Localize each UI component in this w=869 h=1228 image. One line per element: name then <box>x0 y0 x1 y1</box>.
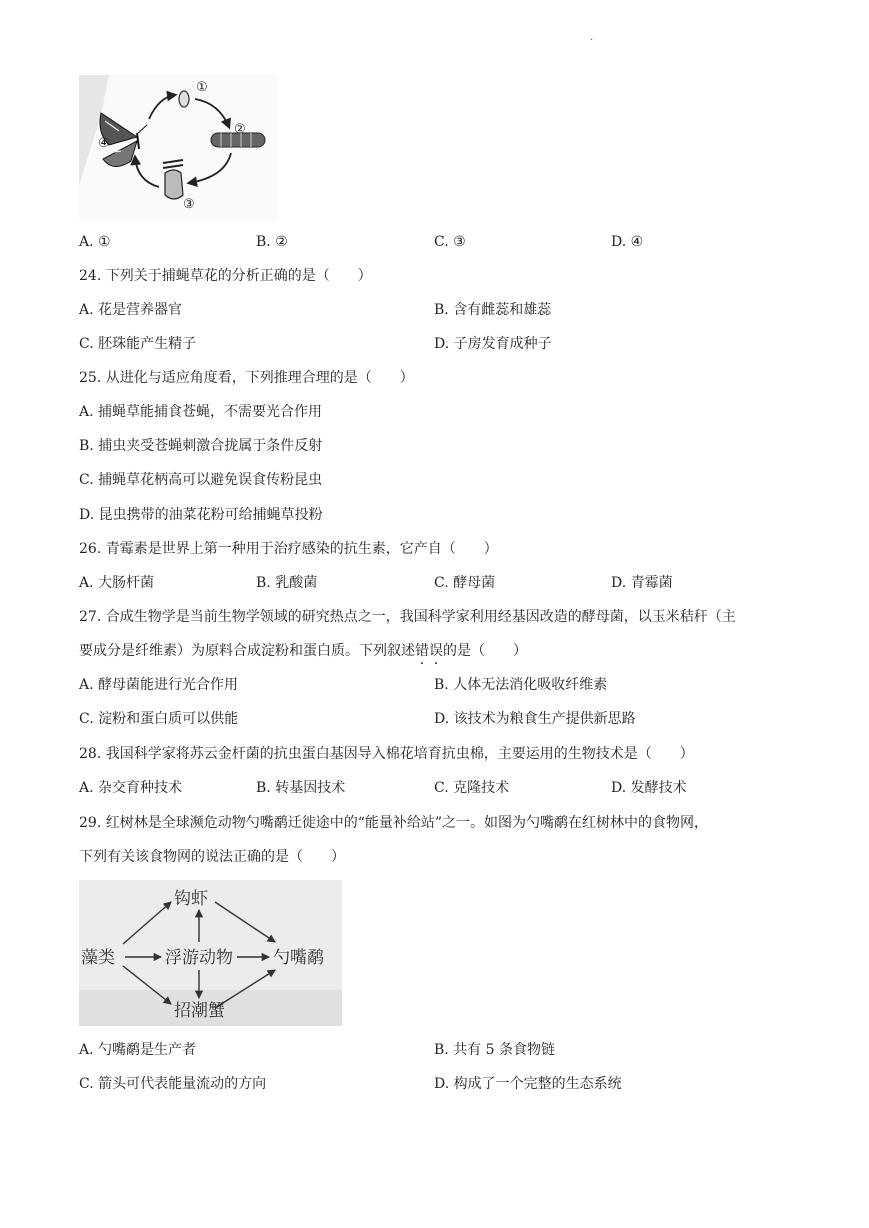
node-crab: 招潮蟹 <box>174 1001 225 1021</box>
q28-option-a: A. 杂交育种技术 <box>79 780 183 796</box>
q29-stem-line1: 29. 红树林是全球濒危动物勺嘴鹬迁徙途中的“能量补给站”之一。如图为勺嘴鹬在红树林中的食物网， <box>79 815 709 831</box>
q23-option-c: C. ③ <box>434 234 466 250</box>
q28-option-d: D. 发酵技术 <box>611 780 687 796</box>
q29-option-b: B. 共有 5 条食物链 <box>434 1042 555 1058</box>
q24-option-d: D. 子房发育成种子 <box>434 336 552 352</box>
q26-option-d: D. 青霉菌 <box>611 575 673 591</box>
q29-option-a: A. 勺嘴鹬是生产者 <box>79 1042 197 1058</box>
q27-option-c: C. 淀粉和蛋白质可以供能 <box>79 711 239 727</box>
node-algae: 藻类 <box>81 948 115 968</box>
q29-option-d: D. 构成了一个完整的生态系统 <box>434 1076 622 1092</box>
stage-label-4: ④ <box>98 136 110 151</box>
q24-option-c: C. 胚珠能产生精子 <box>79 336 197 352</box>
node-plankton: 浮游动物 <box>165 948 233 968</box>
q28-stem: 28. 我国科学家将苏云金杆菌的抗虫蛋白基因导入棉花培育抗虫棉，主要运用的生物技术是（ ） <box>79 746 694 762</box>
q27-option-a: A. 酵母菌能进行光合作用 <box>79 677 239 693</box>
q23-option-b: B. ② <box>256 234 288 250</box>
q27-option-b: B. 人体无法消化吸收纤维素 <box>434 677 608 693</box>
q27-emphasis-char-2: 误 <box>429 643 443 659</box>
q25-option-b: B. 捕虫夹受苍蝇刺激合拢属于条件反射 <box>79 438 323 454</box>
q23-option-a: A. ① <box>79 234 111 250</box>
food-web-figure <box>79 880 342 1026</box>
q23-option-d: D. ④ <box>611 234 644 250</box>
q27-option-d: D. 该技术为粮食生产提供新思路 <box>434 711 636 727</box>
q25-option-a: A. 捕蝇草能捕食苍蝇，不需要光合作用 <box>79 404 323 420</box>
q27-emphasis-char-1: 错 <box>415 643 429 659</box>
q25-option-c: C. 捕蝇草花柄高可以避免误食传粉昆虫 <box>79 472 323 488</box>
egg-icon <box>179 91 189 107</box>
q24-option-b: B. 含有雌蕊和雄蕊 <box>434 302 552 318</box>
q25-option-d: D. 昆虫携带的油菜花粉可给捕蝇草投粉 <box>79 507 323 523</box>
q24-stem: 24. 下列关于捕蝇草花的分析正确的是（ ） <box>79 268 372 284</box>
page-marker: . <box>590 32 594 43</box>
q28-option-b: B. 转基因技术 <box>256 780 346 796</box>
q27-stem-part-a: 要成分是纤维素）为原料合成淀粉和蛋白质。下列叙述 <box>79 643 415 659</box>
q26-option-a: A. 大肠杆菌 <box>79 575 155 591</box>
q24-option-a: A. 花是营养器官 <box>79 302 183 318</box>
stage-label-2: ② <box>234 122 246 137</box>
q27-stem-line1: 27. 合成生物学是当前生物学领域的研究热点之一，我国科学家利用经基因改造的酵母菌，以玉米秸秆（主 <box>79 609 736 625</box>
stage-label-1: ① <box>196 80 208 95</box>
stage-label-3: ③ <box>183 197 195 212</box>
q25-stem: 25. 从进化与适应角度看，下列推理合理的是（ ） <box>79 370 414 386</box>
q26-option-c: C. 酵母菌 <box>434 575 496 591</box>
q26-option-b: B. 乳酸菌 <box>256 575 318 591</box>
q28-option-c: C. 克隆技术 <box>434 780 510 796</box>
q29-stem-line2: 下列有关该食物网的说法正确的是（ ） <box>79 849 345 865</box>
q27-stem-line2 <box>79 642 527 660</box>
node-sandpiper: 勺嘴鹬 <box>273 948 324 968</box>
q29-option-c: C. 箭头可代表能量流动的方向 <box>79 1076 267 1092</box>
q27-stem-part-b: 的是（ ） <box>443 643 527 659</box>
q26-stem: 26. 青霉素是世界上第一种用于治疗感染的抗生素，它产自（ ） <box>79 541 498 557</box>
node-shrimp: 钩虾 <box>174 889 208 909</box>
butterfly-lifecycle-figure <box>79 75 279 220</box>
